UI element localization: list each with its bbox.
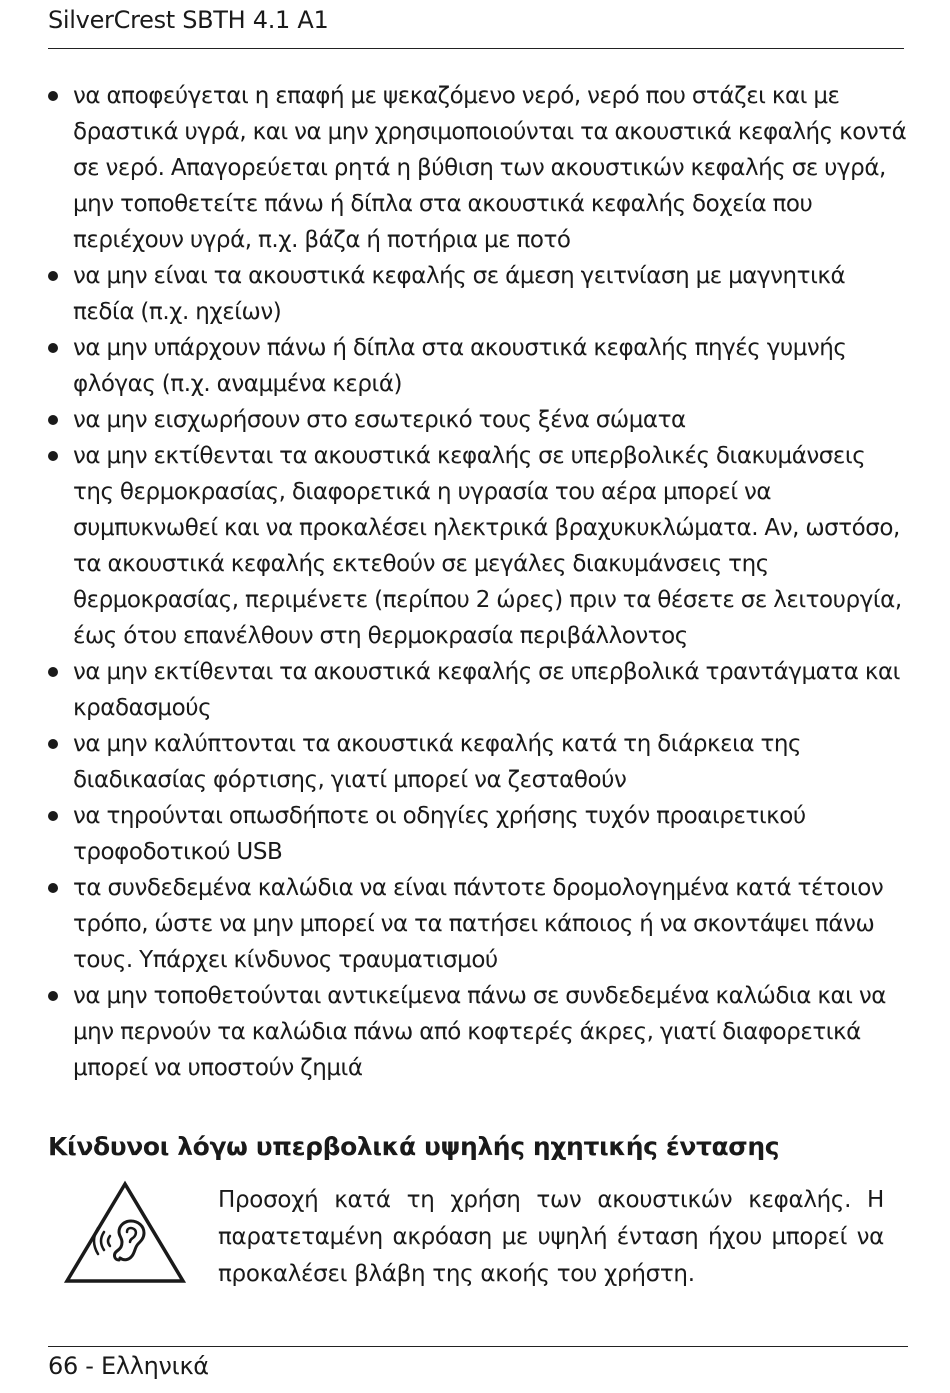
bullet-icon: [48, 343, 58, 353]
list-item: [48, 798, 908, 870]
section-heading: Κίνδυνοι λόγω υπερβολικά υψηλής ηχητικής έντασης: [48, 1132, 780, 1161]
list-item: [48, 78, 908, 258]
bullet-icon: [48, 271, 58, 281]
header-divider: [48, 48, 904, 49]
bullet-text: να τηρούνται οπωσδήποτε οι οδηγίες χρήσης τυχόν προαιρετικού τροφοδοτικού USB: [73, 803, 806, 865]
list-item: [48, 258, 908, 330]
list-item: [48, 870, 908, 978]
bullet-text: να μην εκτίθενται τα ακουστικά κεφαλής σε υπερβολικά τραντάγματα και κραδασμούς: [73, 659, 900, 721]
list-item: [48, 978, 908, 1086]
bullet-icon: [48, 667, 58, 677]
list-item: [48, 330, 908, 402]
bullet-text: τα συνδεδεμένα καλώδια να είναι πάντοτε δρομολογημένα κατά τέτοιον τρόπο, ώστε να μην μπορεί να τα πατήσει κάποιος ή να σκοντάψει πάνω τους. Υπάρχει κίνδυνος τραυματισμού: [73, 875, 884, 973]
safety-bullet-list: [48, 78, 908, 1086]
bullet-text: να μην καλύπτονται τα ακουστικά κεφαλής κατά τη διάρκεια της διαδικασίας φόρτισης, γιατί μπορεί να ζεσταθούν: [73, 731, 802, 793]
bullet-text: να μην είναι τα ακουστικά κεφαλής σε άμεση γειτνίαση με μαγνητικά πεδία (π.χ. ηχείων): [73, 263, 846, 325]
bullet-icon: [48, 451, 58, 461]
list-item: [48, 726, 908, 798]
bullet-icon: [48, 811, 58, 821]
bullet-text: να μην εκτίθενται τα ακουστικά κεφαλής σε υπερβολικές διακυμάνσεις της θερμοκρασίας, διαφορετικά η υγρασία του αέρα μπορεί να συμπυκνωθεί και να προκαλέσει ηλεκτρικά βραχυκυκλώματα. Αν, ωστόσο, τα ακουστικά κεφαλής εκτεθούν σε μεγάλες διακυμάνσεις της θερμοκρασίας, περιμένετε (περίπου 2 ώρες) πριν τα θέσετε σε λειτουργία, έως ότου επανέλθουν στη θερμοκρασία περιβάλλοντος: [73, 443, 902, 649]
bullet-icon: [48, 415, 58, 425]
page-footer: 66 - Ελληνικά: [48, 1352, 209, 1380]
list-item: [48, 438, 908, 654]
hearing-warning-text: Προσοχή κατά τη χρήση των ακουστικών κεφαλής. Η παρατεταμένη ακρόαση με υψηλή ένταση ήχου μπορεί να προκαλέσει βλάβη της ακοής του χρήστη.: [218, 1187, 884, 1287]
footer-divider: [48, 1346, 908, 1347]
list-item: [48, 402, 908, 438]
bullet-text: να μην τοποθετούνται αντικείμενα πάνω σε συνδεδεμένα καλώδια και να μην περνούν τα καλώδια πάνω από κοφτερές άκρες, γιατί διαφορετικά μπορεί να υποστούν ζημιά: [73, 983, 886, 1081]
bullet-icon: [48, 739, 58, 749]
bullet-icon: [48, 991, 58, 1001]
bullet-text: να μην υπάρχουν πάνω ή δίπλα στα ακουστικά κεφαλής πηγές γυμνής φλόγας (π.χ. αναμμένα κεριά): [73, 335, 847, 397]
bullet-icon: [48, 883, 58, 893]
bullet-icon: [48, 91, 58, 101]
list-item: [48, 654, 908, 726]
bullet-text: να αποφεύγεται η επαφή με ψεκαζόμενο νερό, νερό που στάζει και με δραστικά υγρά, και να μην χρησιμοποιούνται τα ακουστικά κεφαλής κοντά σε νερό. Απαγορεύεται ρητά η βύθιση των ακουστικών κεφαλής σε υγρά, μην τοποθετείτε πάνω ή δίπλα στα ακουστικά κεφαλής δοχεία που περιέχουν υγρά, π.χ. βάζα ή ποτήρια με ποτό: [73, 83, 907, 253]
document-header: SilverCrest SBTH 4.1 A1: [48, 6, 329, 34]
hearing-damage-warning-icon: [64, 1180, 186, 1284]
bullet-text: να μην εισχωρήσουν στο εσωτερικό τους ξένα σώματα: [73, 407, 686, 433]
